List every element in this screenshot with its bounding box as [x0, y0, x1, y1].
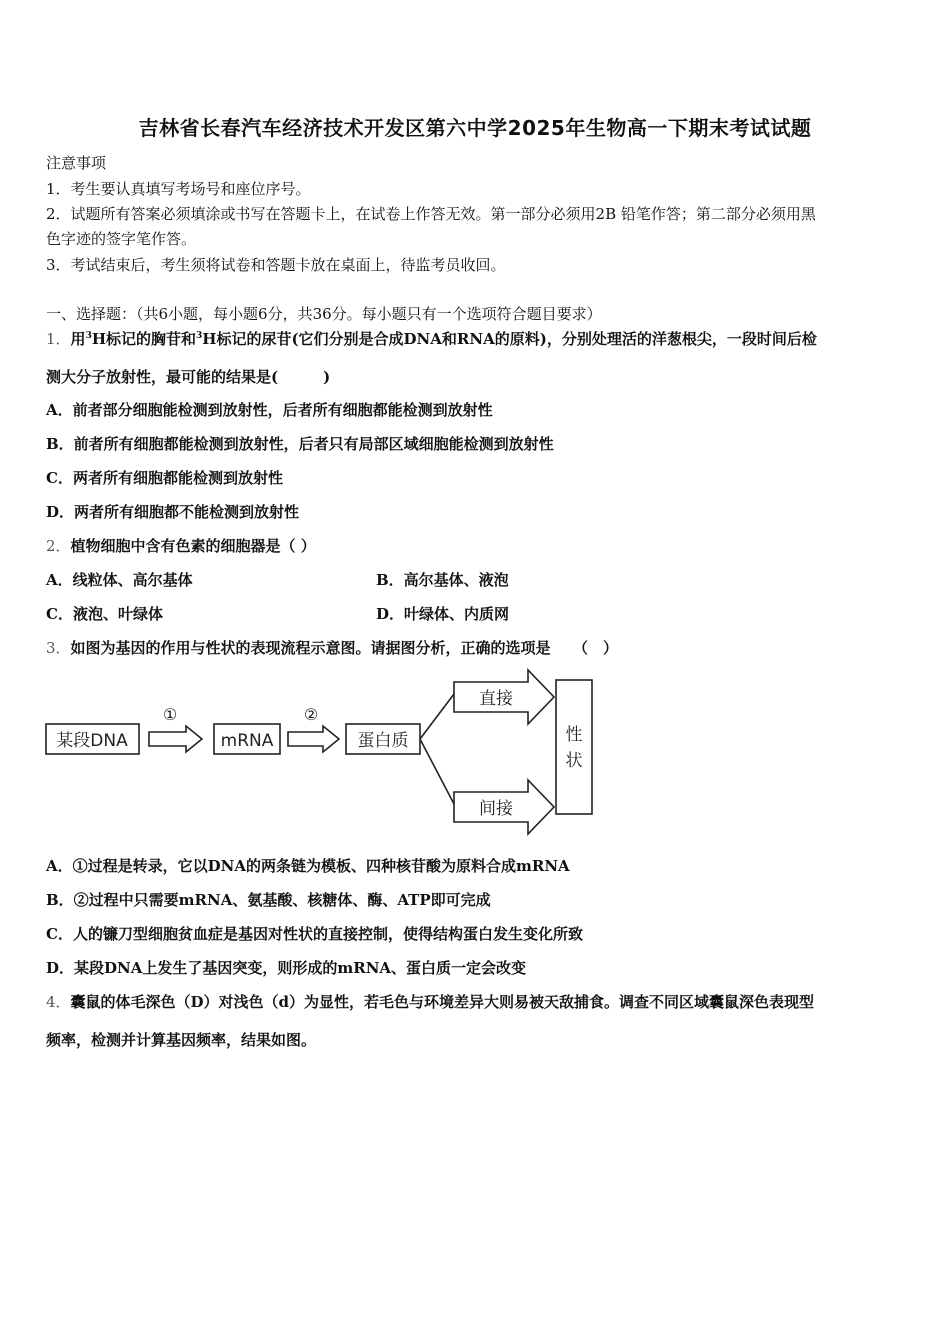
step2-arrow-icon [288, 726, 339, 752]
q2-text: 植物细胞中含有色素的细胞器是（ ） [70, 537, 316, 555]
mrna-label: mRNA [220, 731, 274, 751]
notice-item-2-cont: 色字迹的签字笔作答。 [46, 230, 197, 248]
gene-expression-diagram [44, 668, 604, 840]
q1-sup-1: 3 [85, 331, 92, 341]
question-4-line-2: 频率，检测并计算基因频率，结果如图。 [46, 1031, 317, 1049]
q2-option-d: D．叶绿体、内质网 [376, 605, 510, 623]
question-4 [46, 991, 814, 1012]
branch-line-direct [420, 694, 454, 739]
q3-option-c: C．人的镰刀型细胞贫血症是基因对性状的直接控制，使得结构蛋白发生变化所致 [46, 925, 583, 943]
dna-label: 某段DNA [56, 731, 128, 751]
step1-arrow-icon [149, 726, 202, 752]
q1-option-b: B．前者所有细胞都能检测到放射性，后者只有局部区域细胞能检测到放射性 [46, 435, 554, 453]
question-2 [46, 535, 316, 556]
trait-label-1: 性 [565, 725, 583, 745]
question-3 [46, 637, 618, 658]
q3-option-b: B．②过程中只需要mRNA、氨基酸、核糖体、酶、ATP即可完成 [46, 891, 491, 909]
q1-text-b: H标记的胸苷和 [91, 330, 197, 348]
question-4-number: 4． [46, 993, 71, 1011]
notice-item-2: 2．试题所有答案必须填涂或书写在答题卡上，在试卷上作答无效。第一部分必须用2B 铅笔作答；第二部分必须用黑 [46, 205, 816, 223]
question-1-line-2: 测大分子放射性，最可能的结果是( ) [46, 368, 331, 386]
q1-option-d: D．两者所有细胞都不能检测到放射性 [46, 503, 300, 521]
q1-option-a: A．前者部分细胞能检测到放射性，后者所有细胞都能检测到放射性 [46, 401, 493, 419]
indirect-label: 间接 [479, 799, 513, 819]
q3-option-d: D．某段DNA上发生了基因突变，则形成的mRNA、蛋白质一定会改变 [46, 959, 527, 977]
q1-text-a: 用 [70, 330, 86, 348]
question-2-number: 2． [46, 537, 71, 555]
step1-label: ① [162, 705, 178, 724]
question-1 [46, 328, 817, 349]
exam-title: 吉林省长春汽车经济技术开发区第六中学2025年生物高一下期末考试试题 [138, 116, 812, 140]
notice-heading: 注意事项 [46, 154, 107, 172]
q2-option-a: A．线粒体、高尔基体 [46, 571, 193, 589]
trait-label-2: 状 [565, 751, 583, 771]
notice-item-3: 3．考试结束后，考生须将试卷和答题卡放在桌面上，待监考员收回。 [46, 256, 506, 274]
protein-label: 蛋白质 [357, 731, 409, 751]
question-1-number: 1． [46, 330, 71, 348]
q1-sup-2: 3 [196, 331, 203, 341]
direct-label: 直接 [479, 689, 513, 709]
q2-option-b: B．高尔基体、液泡 [376, 571, 509, 589]
q1-option-c: C．两者所有细胞都能检测到放射性 [46, 469, 283, 487]
notice-item-1: 1．考生要认真填写考场号和座位序号。 [46, 180, 311, 198]
q1-text-c: H标记的尿苷(它们分别是合成DNA和RNA的原料)，分别处理活的洋葱根尖，一段时间后检 [202, 330, 817, 348]
question-3-number: 3． [46, 639, 71, 657]
q3-text: 如图为基因的作用与性状的表现流程示意图。请据图分析，正确的选项是 （ ） [70, 639, 619, 657]
q3-option-a: A．①过程是转录，它以DNA的两条链为模板、四种核苷酸为原料合成mRNA [46, 857, 570, 875]
q2-option-c: C．液泡、叶绿体 [46, 605, 163, 623]
section-heading: 一、选择题：（共6小题，每小题6分，共36分。每小题只有一个选项符合题目要求） [46, 305, 602, 323]
branch-line-indirect [420, 739, 454, 804]
trait-box [556, 680, 592, 814]
step2-label: ② [303, 705, 319, 724]
q4-text: 囊鼠的体毛深色（D）对浅色（d）为显性，若毛色与环境差异大则易被天敌捕食。调查不同区域囊鼠深色表现型 [70, 993, 815, 1011]
